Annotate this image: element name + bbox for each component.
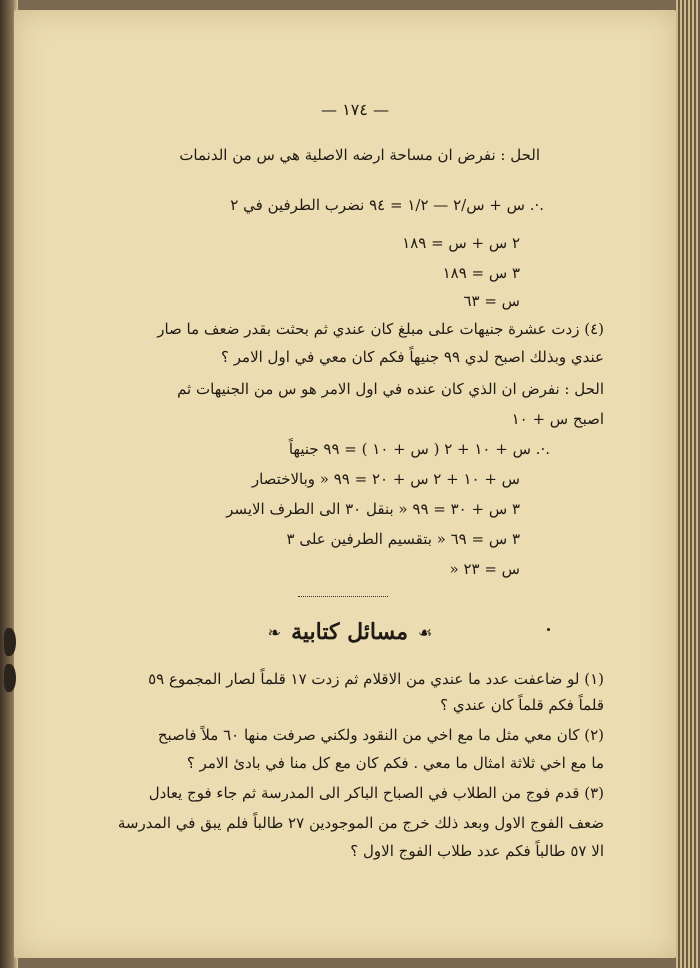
section-heading [220, 612, 480, 652]
page-number: — ١٧٤ — [321, 100, 389, 119]
equation-line: س = ٦٣ [463, 292, 520, 310]
equation-line: .·. س + س/٢ — ١/٢ = ٩٤ نضرب الطرفين في ٢ [230, 196, 544, 214]
problem-line: (٣) قدم فوج من الطلاب في الصباح الباكر الى المدرسة ثم جاء فوج يعادل [148, 784, 604, 802]
binding-mark [4, 628, 16, 656]
dot-mark [547, 628, 550, 631]
problem-line: (١) لو ضاعفت عدد ما عندي من الاقلام ثم زدت ١٧ قلماً لصار المجموع ٥٩ [148, 670, 604, 688]
problem-line: الا ٥٧ طالباً فكم عدد طلاب الفوج الاول ؟ [350, 842, 604, 860]
problem-line: (٤) زدت عشرة جنيهات على مبلغ كان عندي ثم بحثت بقدر ضعف ما صار [157, 320, 604, 338]
equation-line: .·. س + ١٠ + ٢ ( س + ١٠ ) = ٩٩ جنيهاً [288, 440, 550, 458]
equation-line: ٣ س + ٣٠ = ٩٩ « بنقل ٣٠ الى الطرف الايسر [226, 500, 520, 518]
divider-line [298, 596, 388, 598]
problem-line: ما مع اخي ثلاثة امثال ما معي . فكم كان مع كل منا في بادئ الامر ؟ [186, 754, 604, 772]
equation-line: س + ١٠ + ٢ س + ٢٠ = ٩٩ « وبالاختصار [251, 470, 520, 488]
ornament-icon: ❧ [267, 622, 282, 642]
equation-line: ٣ س = ١٨٩ [442, 264, 520, 282]
solution-line: اصبح س + ١٠ [511, 410, 604, 428]
solution-line: الحل : نفرض ان الذي كان عنده في اول الامر هو س من الجنيهات ثم [177, 380, 604, 398]
problem-line: عندي وبذلك اصبح لدي ٩٩ جنيهاً فكم كان معي في اول الامر ؟ [221, 348, 604, 366]
problem-line: (٢) كان معي مثل ما مع اخي من النقود ولكني صرفت منها ٦٠ ملاً فاصبح [157, 726, 604, 744]
equation-line: ٣ س = ٦٩ « بتقسيم الطرفين على ٣ [286, 530, 520, 548]
ornament-icon: ☙ [418, 622, 433, 642]
binding-mark [4, 664, 16, 692]
equation-line: س = ٢٣ « [449, 560, 520, 578]
problem-line: ضعف الفوج الاول وبعد ذلك خرج من الموجودين ٢٧ طالباً فلم يبق في المدرسة [117, 814, 604, 832]
section-title: مسائل كتابية [291, 619, 408, 645]
page-edges [676, 0, 700, 968]
solution-line: الحل : نفرض ان مساحة ارضه الاصلية هي س من الدنمات [179, 146, 540, 164]
problem-line: قلماً فكم قلماً كان عندي ؟ [440, 696, 604, 714]
equation-line: ٢ س + س = ١٨٩ [402, 234, 520, 252]
